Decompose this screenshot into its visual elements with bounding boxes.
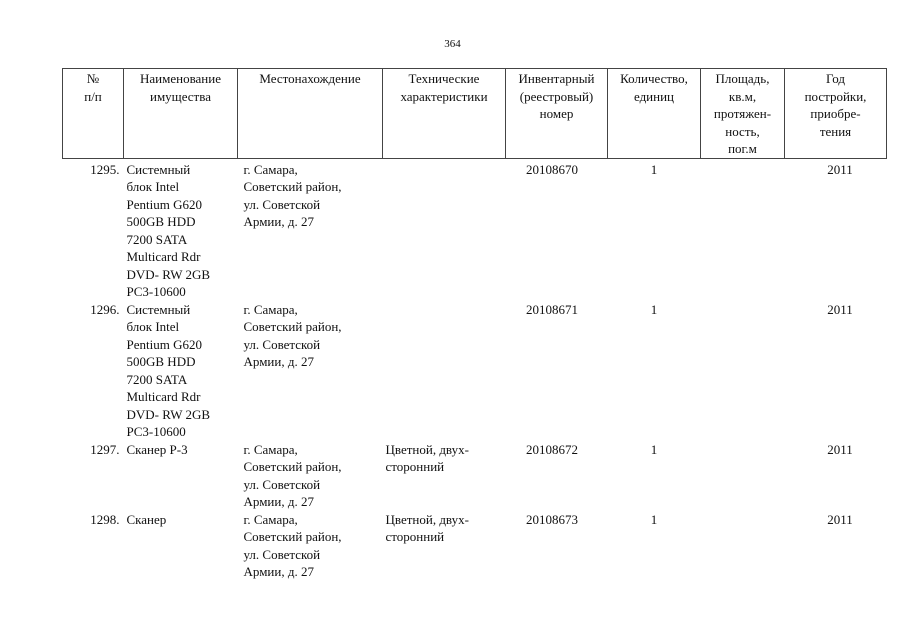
row-quantity: 1: [650, 511, 658, 527]
table-row: [63, 511, 887, 581]
row-inventory: 20108671: [526, 301, 578, 317]
row-year: 2011: [827, 301, 853, 317]
header-cell-number: № п/п: [63, 69, 124, 159]
row-quantity: 1: [650, 441, 658, 457]
row-specs: [383, 158, 506, 301]
row-location: г. Самара, Советский район, ул. Советской Армии, д. 27: [243, 441, 342, 509]
row-inventory: 20108672: [526, 441, 578, 457]
row-number: 1297.: [90, 441, 120, 457]
header-row: [63, 69, 887, 159]
row-number: 1295.: [90, 161, 120, 177]
row-name: Системный блок Intel Pentium G620 500GB HDD 7200 SATA Multicard Rdr DVD- RW 2GB PC3-10600: [126, 301, 211, 439]
header-cell-location: Местонахождение: [238, 69, 383, 159]
row-area: [701, 441, 785, 511]
header-cell-quantity: Количество, единиц: [608, 69, 701, 159]
row-specs: Цветной, двух- сторонний: [385, 441, 469, 474]
header-cell-name: Наименование имущества: [124, 69, 238, 159]
row-year: 2011: [827, 441, 853, 457]
row-number: 1296.: [90, 301, 120, 317]
row-area: [701, 511, 785, 581]
row-quantity: 1: [650, 301, 658, 317]
row-inventory: 20108673: [526, 511, 578, 527]
row-area: [701, 301, 785, 441]
row-location: г. Самара, Советский район, ул. Советской Армии, д. 27: [243, 161, 342, 229]
table-body: [63, 158, 887, 581]
row-area: [701, 158, 785, 301]
row-name: Сканер Р-3: [126, 441, 188, 457]
row-location: г. Самара, Советский район, ул. Советской Армии, д. 27: [243, 301, 342, 369]
row-year: 2011: [827, 511, 853, 527]
header-cell-area: Площадь, кв.м, протяжен- ность, пог.м: [701, 69, 785, 159]
table-row: [63, 158, 887, 301]
page-number: 364: [444, 38, 461, 50]
row-specs: Цветной, двух- сторонний: [385, 511, 469, 544]
row-name: Системный блок Intel Pentium G620 500GB HDD 7200 SATA Multicard Rdr DVD- RW 2GB PC3-10600: [126, 161, 211, 299]
header-cell-specs: Технические характеристики: [383, 69, 506, 159]
property-registry-table: [62, 68, 887, 581]
row-specs: [383, 301, 506, 441]
row-quantity: 1: [650, 161, 658, 177]
row-number: 1298.: [90, 511, 120, 527]
row-name: Сканер: [126, 511, 167, 527]
header-cell-year: Год постройки, приобре- тения: [785, 69, 887, 159]
table-header: [63, 69, 887, 159]
row-location: г. Самара, Советский район, ул. Советской Армии, д. 27: [243, 511, 342, 579]
row-inventory: 20108670: [526, 161, 578, 177]
table-row: [63, 301, 887, 441]
header-cell-inventory: Инвентарный (реестровый) номер: [506, 69, 608, 159]
table-row: [63, 441, 887, 511]
row-year: 2011: [827, 161, 853, 177]
